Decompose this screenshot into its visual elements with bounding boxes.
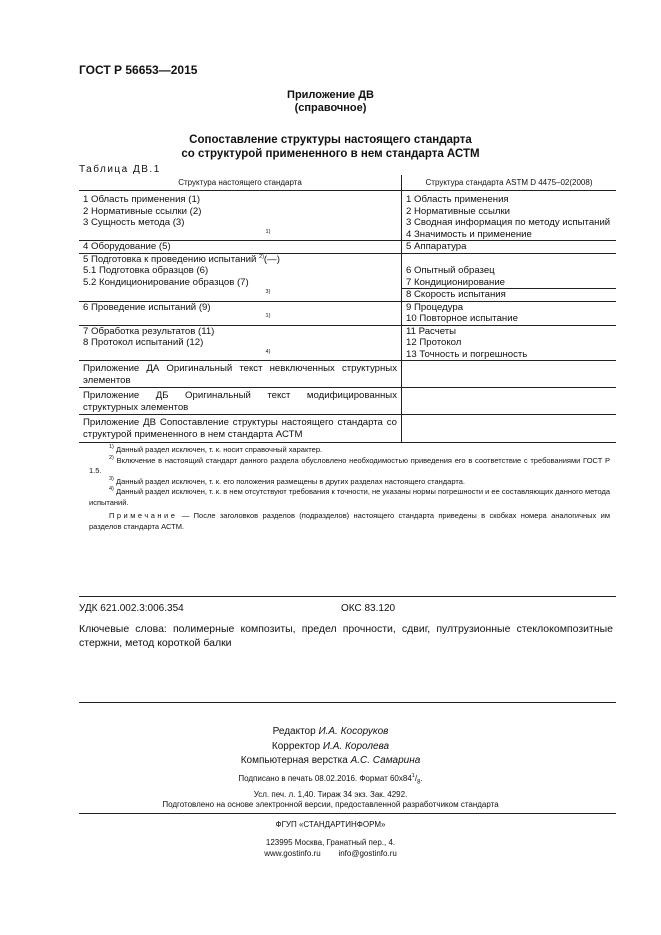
table-body xyxy=(79,191,616,536)
print-run: Усл. печ. л. 1,40. Тираж 34 экз. Зак. 4292. xyxy=(253,789,408,799)
table-cell-right: 8 Скорость испытания xyxy=(402,289,617,302)
publication-info xyxy=(0,773,661,801)
table-cell-right: 5 Аппаратура xyxy=(402,241,617,254)
appendix-title: Приложение ДВ xyxy=(287,89,374,101)
table-row xyxy=(79,241,616,254)
table-cell-appendix: Приложение ДВ Сопоставление структуры настоящего стандарта со структурой примененного в нем стандарта АСТМ xyxy=(79,415,402,443)
column-header-right: Структура стандарта ASTM D 4475–02(2008) xyxy=(402,175,617,191)
credit-name: А.С. Самарина xyxy=(350,755,421,766)
table-cell-left xyxy=(79,289,402,302)
footnotes-row xyxy=(79,443,616,536)
table-cell-left xyxy=(79,313,402,325)
table-row xyxy=(79,388,616,415)
table-cell-left: 7 Обработка результатов (11) xyxy=(79,325,402,337)
oks-code: ОКС 83.120 xyxy=(341,603,396,614)
footnote xyxy=(89,445,610,456)
credit-label: Корректор xyxy=(271,740,321,752)
contact-line xyxy=(0,848,661,859)
footnotes-cell xyxy=(79,443,616,536)
table-note xyxy=(89,508,610,532)
table-cell-right: 9 Процедура xyxy=(406,301,464,313)
table-row xyxy=(79,217,616,229)
table-cell-right xyxy=(402,415,617,443)
table-row xyxy=(79,337,616,349)
table-row xyxy=(79,349,616,361)
footnote-ref: 1) xyxy=(265,228,271,235)
divider xyxy=(79,596,616,597)
table-row xyxy=(79,191,616,206)
table-row xyxy=(79,361,616,388)
prepared-note: Подготовлено на основе электронной версии, предоставленной разработчиком стандарта xyxy=(162,800,499,809)
table-row xyxy=(79,325,616,337)
footnote-text: Включение в настоящий стандарт данного раздела обусловлено необходимостью приведения его в соответствие с требованиями ГОСТ Р 1.5. xyxy=(89,455,611,475)
credits xyxy=(0,725,661,769)
table-cell-left: 5.2 Кондиционирование образцов (7) xyxy=(79,277,402,289)
table-cell-right: 11 Расчеты xyxy=(406,325,457,337)
footnote-mark: 3) xyxy=(109,475,114,482)
table-caption: Таблица ДВ.1 xyxy=(79,164,161,175)
table-cell-right xyxy=(402,388,617,415)
table-row xyxy=(79,265,616,277)
footnote xyxy=(89,456,610,477)
table-cell-left xyxy=(79,349,402,361)
email-link[interactable]: info@gostinfo.ru xyxy=(338,849,397,858)
footnote-text: Данный раздел исключен, т. к. его положения размещены в других разделах настоящего стандарта. xyxy=(115,476,465,486)
table-cell-left xyxy=(79,229,402,241)
footnote-text: Данный раздел исключен, т. к. носит справочный характер. xyxy=(115,445,323,454)
table-row xyxy=(79,289,616,302)
divider xyxy=(79,702,616,703)
credit-label: Редактор xyxy=(272,726,316,737)
table-row xyxy=(79,229,616,241)
credit-name: И.А. Королева xyxy=(322,740,390,752)
format-fraction-den: 8 xyxy=(417,779,421,786)
footnote-mark: 2) xyxy=(109,454,114,461)
table-cell-left: 3 Сущность метода (3) xyxy=(79,217,402,229)
section-title-line-2: со структурой примененного в нем стандарта АСТМ xyxy=(181,148,480,160)
publisher-org: ФГУП «СТАНДАРТИНФОРМ» xyxy=(275,820,386,829)
divider xyxy=(79,813,616,814)
table-cell-right: 10 Повторное испытание xyxy=(402,313,617,325)
appendix-heading xyxy=(0,89,661,115)
website-link[interactable]: www.gostinfo.ru xyxy=(264,849,321,858)
table-row xyxy=(79,301,616,313)
table-cell-left xyxy=(79,253,402,265)
credit-corrector xyxy=(0,740,661,755)
section-ref: (—) xyxy=(263,253,280,265)
table-row xyxy=(79,313,616,325)
footnote-ref: 1) xyxy=(265,313,271,319)
format-fraction-num: 1 xyxy=(411,773,415,779)
document-id: ГОСТ Р 56653—2015 xyxy=(79,63,198,77)
section-title-line-1: Сопоставление структуры настоящего стандарта xyxy=(189,134,472,146)
table-cell-left: 1 Область применения (1) xyxy=(79,191,402,206)
table-cell-left: 6 Проведение испытаний (9) xyxy=(79,301,402,313)
table-note-text: — После заголовков разделов (подразделов) настоящего стандарта приведены в скобках номера аналогичных им разделов стандарта АСТМ. xyxy=(89,511,610,531)
table-row xyxy=(79,415,616,443)
footnote-text: Данный раздел исключен, т. к. в нем отсутствуют требования к точности, не указаны нормы погрешности и ее составляющих данного метода испытаний. xyxy=(89,487,610,507)
print-info-text: Подписано в печать 08.02.2016. Формат 60x84 xyxy=(238,774,412,783)
footnote-mark: 4) xyxy=(109,486,114,492)
publisher-address xyxy=(0,837,661,859)
comparison-table xyxy=(79,175,616,535)
table-cell-right: 1 Область применения xyxy=(406,194,509,205)
table-cell-right: 12 Протокол xyxy=(406,337,462,348)
table-row xyxy=(79,206,616,218)
table-cell-right: 4 Значимость и применение xyxy=(402,229,617,241)
table-cell-right: 2 Нормативные ссылки xyxy=(406,205,511,217)
table-cell-appendix: Приложение ДА Оригинальный текст невключенных структурных элементов xyxy=(79,361,402,388)
credit-layout xyxy=(0,754,661,769)
footnote xyxy=(89,487,610,508)
footnote-ref: 2) xyxy=(259,253,264,260)
table-cell-right: 3 Сводная информация по методу испытаний xyxy=(406,217,611,228)
footnote-mark: 1) xyxy=(109,444,114,450)
address-line: 123995 Москва, Гранатный пер., 4. xyxy=(265,838,396,847)
section-title xyxy=(0,133,661,161)
footnote-ref: 3) xyxy=(265,288,271,295)
udk-code: УДК 621.002.3:006.354 xyxy=(79,603,184,614)
credit-label: Компьютерная верстка xyxy=(240,755,348,766)
table-row xyxy=(79,253,616,265)
table-note-label: Примечание xyxy=(109,511,178,520)
table-cell-right: 6 Опытный образец xyxy=(406,265,495,276)
table-row xyxy=(79,277,616,289)
table-cell-right: 7 Кондиционирование xyxy=(402,277,617,289)
table-cell-left: 4 Оборудование (5) xyxy=(79,241,402,254)
table-cell-left: 2 Нормативные ссылки (2) xyxy=(79,206,402,218)
footnote xyxy=(89,477,610,488)
table-cell-right: 13 Точность и погрешность xyxy=(402,349,617,361)
keywords: Ключевые слова: полимерные композиты, предел прочности, сдвиг, пултрузионные стеклокомпозитные стержни, метод короткой балки xyxy=(79,623,613,649)
credit-editor xyxy=(0,725,661,740)
print-info-end: . xyxy=(420,774,423,783)
section-label: 5 Подготовка к проведению испытаний xyxy=(83,253,257,265)
table-cell-right xyxy=(402,361,617,388)
table-cell-right xyxy=(402,253,617,265)
table-cell-left: 5.1 Подготовка образцов (6) xyxy=(79,265,402,277)
appendix-subtitle: (справочное) xyxy=(294,102,367,114)
table-cell-appendix: Приложение ДБ Оригинальный текст модифицированных структурных элементов xyxy=(79,388,402,415)
credit-name: И.А. Косоруков xyxy=(318,726,389,737)
footnote-ref: 4) xyxy=(265,348,271,355)
print-info: Подписано в печать 08.02.2016. Формат $60x84^1/_8$. xyxy=(238,773,423,786)
table-cell-left: 8 Протокол испытаний (12) xyxy=(79,337,402,349)
column-header-left: Структура настоящего стандарта xyxy=(79,175,402,191)
